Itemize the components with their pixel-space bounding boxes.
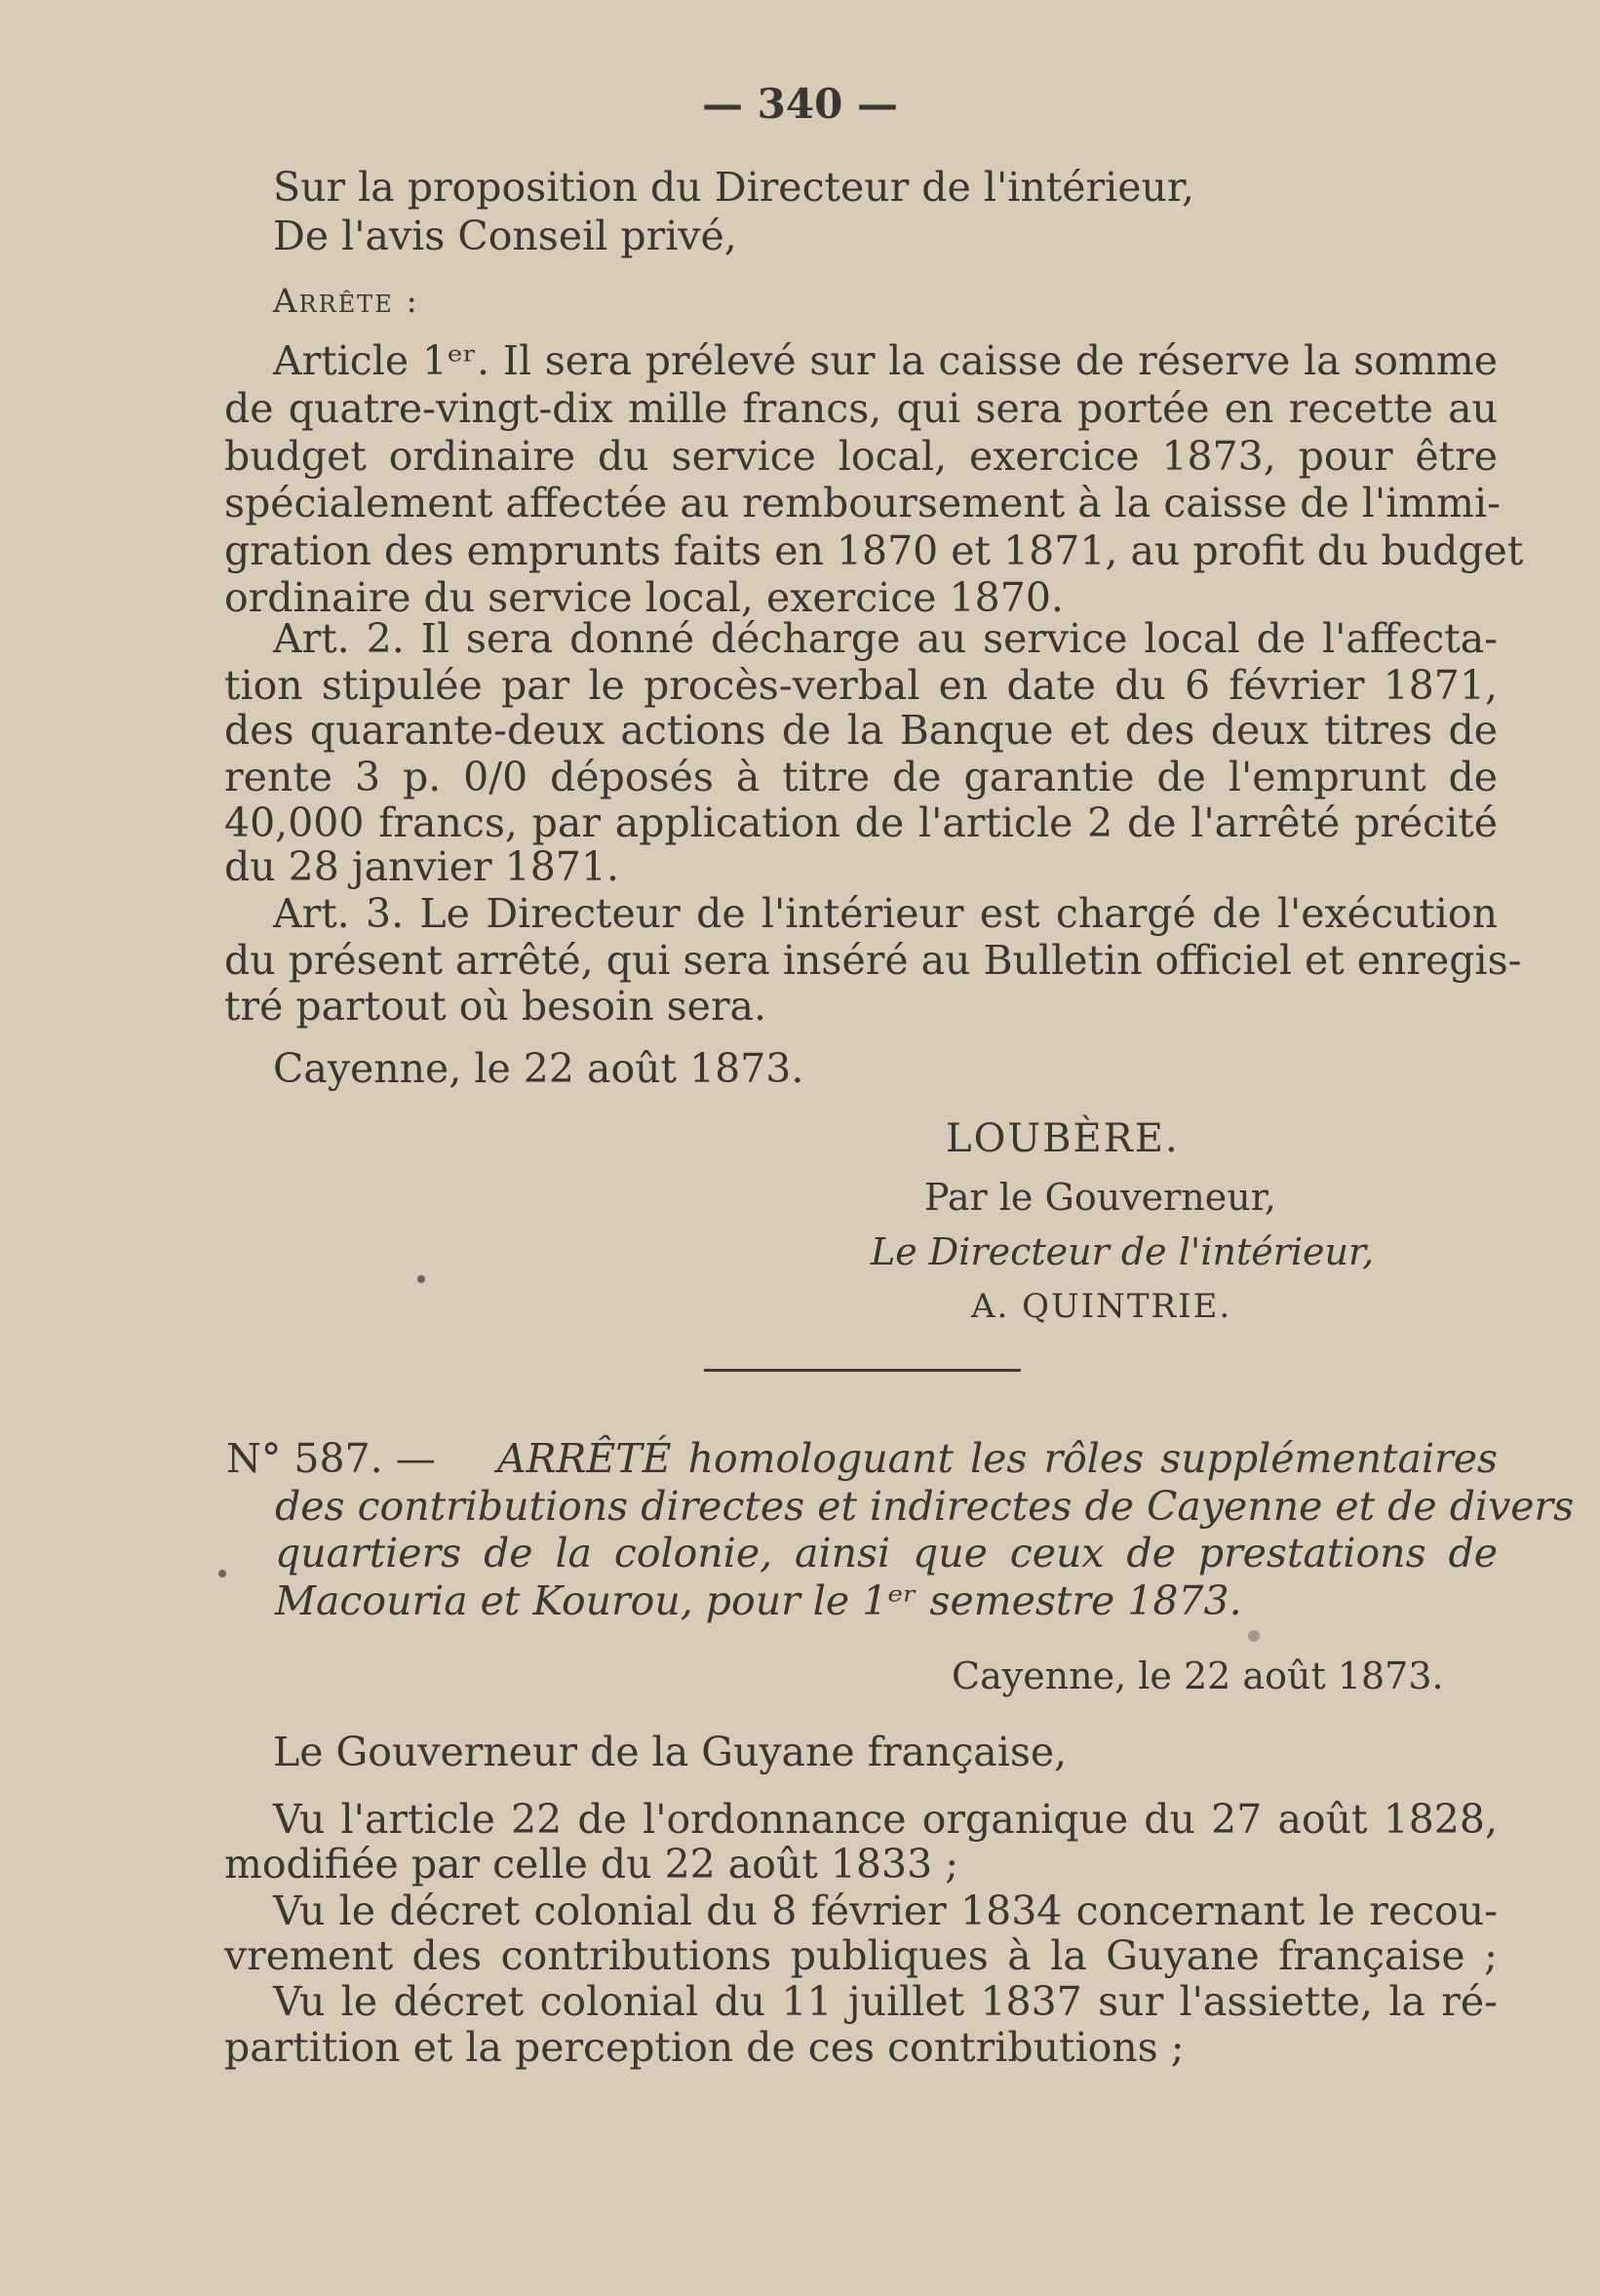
director-name: A. QUINTRIE. bbox=[971, 1287, 1232, 1326]
decree-title-line: des contributions directes et indirectes de Cayenne et de divers bbox=[275, 1483, 1575, 1530]
decree-title-line: quartiers de la colonie, ainsi que ceux de prestations de bbox=[275, 1530, 1498, 1576]
preamble-proposition: Sur la proposition du Directeur de l'intérieur, bbox=[273, 164, 1195, 211]
article1-line: spécialement affectée au remboursement à la caisse de l'immi- bbox=[224, 480, 1501, 526]
article2-line: rente 3 p. 0/0 déposés à titre de garantie de l'emprunt de bbox=[224, 754, 1498, 800]
decree-date: Cayenne, le 22 août 1873. bbox=[952, 1654, 1444, 1697]
decree-word: Arrête : bbox=[273, 282, 420, 321]
decree-title-line: Macouria et Kourou, pour le 1ᵉʳ semestre 1873. bbox=[275, 1577, 1242, 1624]
article1-line: gration des emprunts faits en 1870 et 1871, au profit du budget bbox=[224, 527, 1524, 574]
place-date: Cayenne, le 22 août 1873. bbox=[273, 1045, 804, 1092]
article1-line: ordinaire du service local, exercice 1870. bbox=[224, 574, 1064, 621]
vu-line: partition et la perception de ces contributions ; bbox=[224, 2024, 1185, 2071]
article2-line: tion stipulée par le procès-verbal en date du 6 février 1871, bbox=[224, 662, 1498, 709]
paper-speck bbox=[218, 1570, 226, 1577]
article1-line: de quatre-vingt-dix mille francs, qui sera portée en recette au bbox=[224, 385, 1498, 432]
paper-speck bbox=[417, 1275, 425, 1283]
article2-line: des quarante-deux actions de la Banque et des deux titres de bbox=[224, 707, 1498, 754]
article2-line: du 28 janvier 1871. bbox=[224, 843, 619, 890]
director-title: Le Directeur de l'intérieur, bbox=[871, 1230, 1375, 1273]
article3-line: du présent arrêté, qui sera inséré au Bulletin officiel et enregis- bbox=[224, 937, 1522, 984]
article3-line: Art. 3. Le Directeur de l'intérieur est chargé de l'exécution bbox=[273, 890, 1498, 937]
page-number: — 340 — bbox=[702, 80, 898, 128]
vu-line: Vu le décret colonial du 11 juillet 1837 sur l'assiette, la ré- bbox=[273, 1978, 1498, 2025]
article2-line: 40,000 francs, par application de l'article 2 de l'arrêté précité bbox=[224, 799, 1498, 846]
article2-line: Art. 2. Il sera donné décharge au service local de l'affecta- bbox=[273, 615, 1498, 662]
vu-line: Vu le décret colonial du 8 février 1834 concernant le recou- bbox=[273, 1887, 1498, 1934]
article3-line: tré partout où besoin sera. bbox=[224, 983, 767, 1030]
vu-line: Vu l'article 22 de l'ordonnance organique du 27 août 1828, bbox=[273, 1796, 1498, 1843]
vu-line: modifiée par celle du 22 août 1833 ; bbox=[224, 1841, 959, 1887]
decree-number: N° 587. — bbox=[226, 1435, 436, 1482]
preamble-conseil: De l'avis Conseil privé, bbox=[273, 213, 737, 259]
article1-line: budget ordinaire du service local, exercice 1873, pour être bbox=[224, 433, 1498, 480]
article1-line: Article 1ᵉʳ. Il sera prélevé sur la caisse de réserve la somme bbox=[273, 337, 1498, 384]
governor-heading: Le Gouverneur de la Guyane française, bbox=[273, 1729, 1068, 1775]
signatory-name: LOUBÈRE. bbox=[946, 1116, 1180, 1161]
section-divider bbox=[704, 1369, 1021, 1372]
paper-speck bbox=[1248, 1630, 1260, 1642]
vu-line: vrement des contributions publiques à la Guyane française ; bbox=[224, 1932, 1498, 1979]
decree-title-line: ARRÊTÉ homologuant les rôles supplémentaires bbox=[497, 1435, 1498, 1482]
by-governor: Par le Gouverneur, bbox=[924, 1176, 1276, 1219]
